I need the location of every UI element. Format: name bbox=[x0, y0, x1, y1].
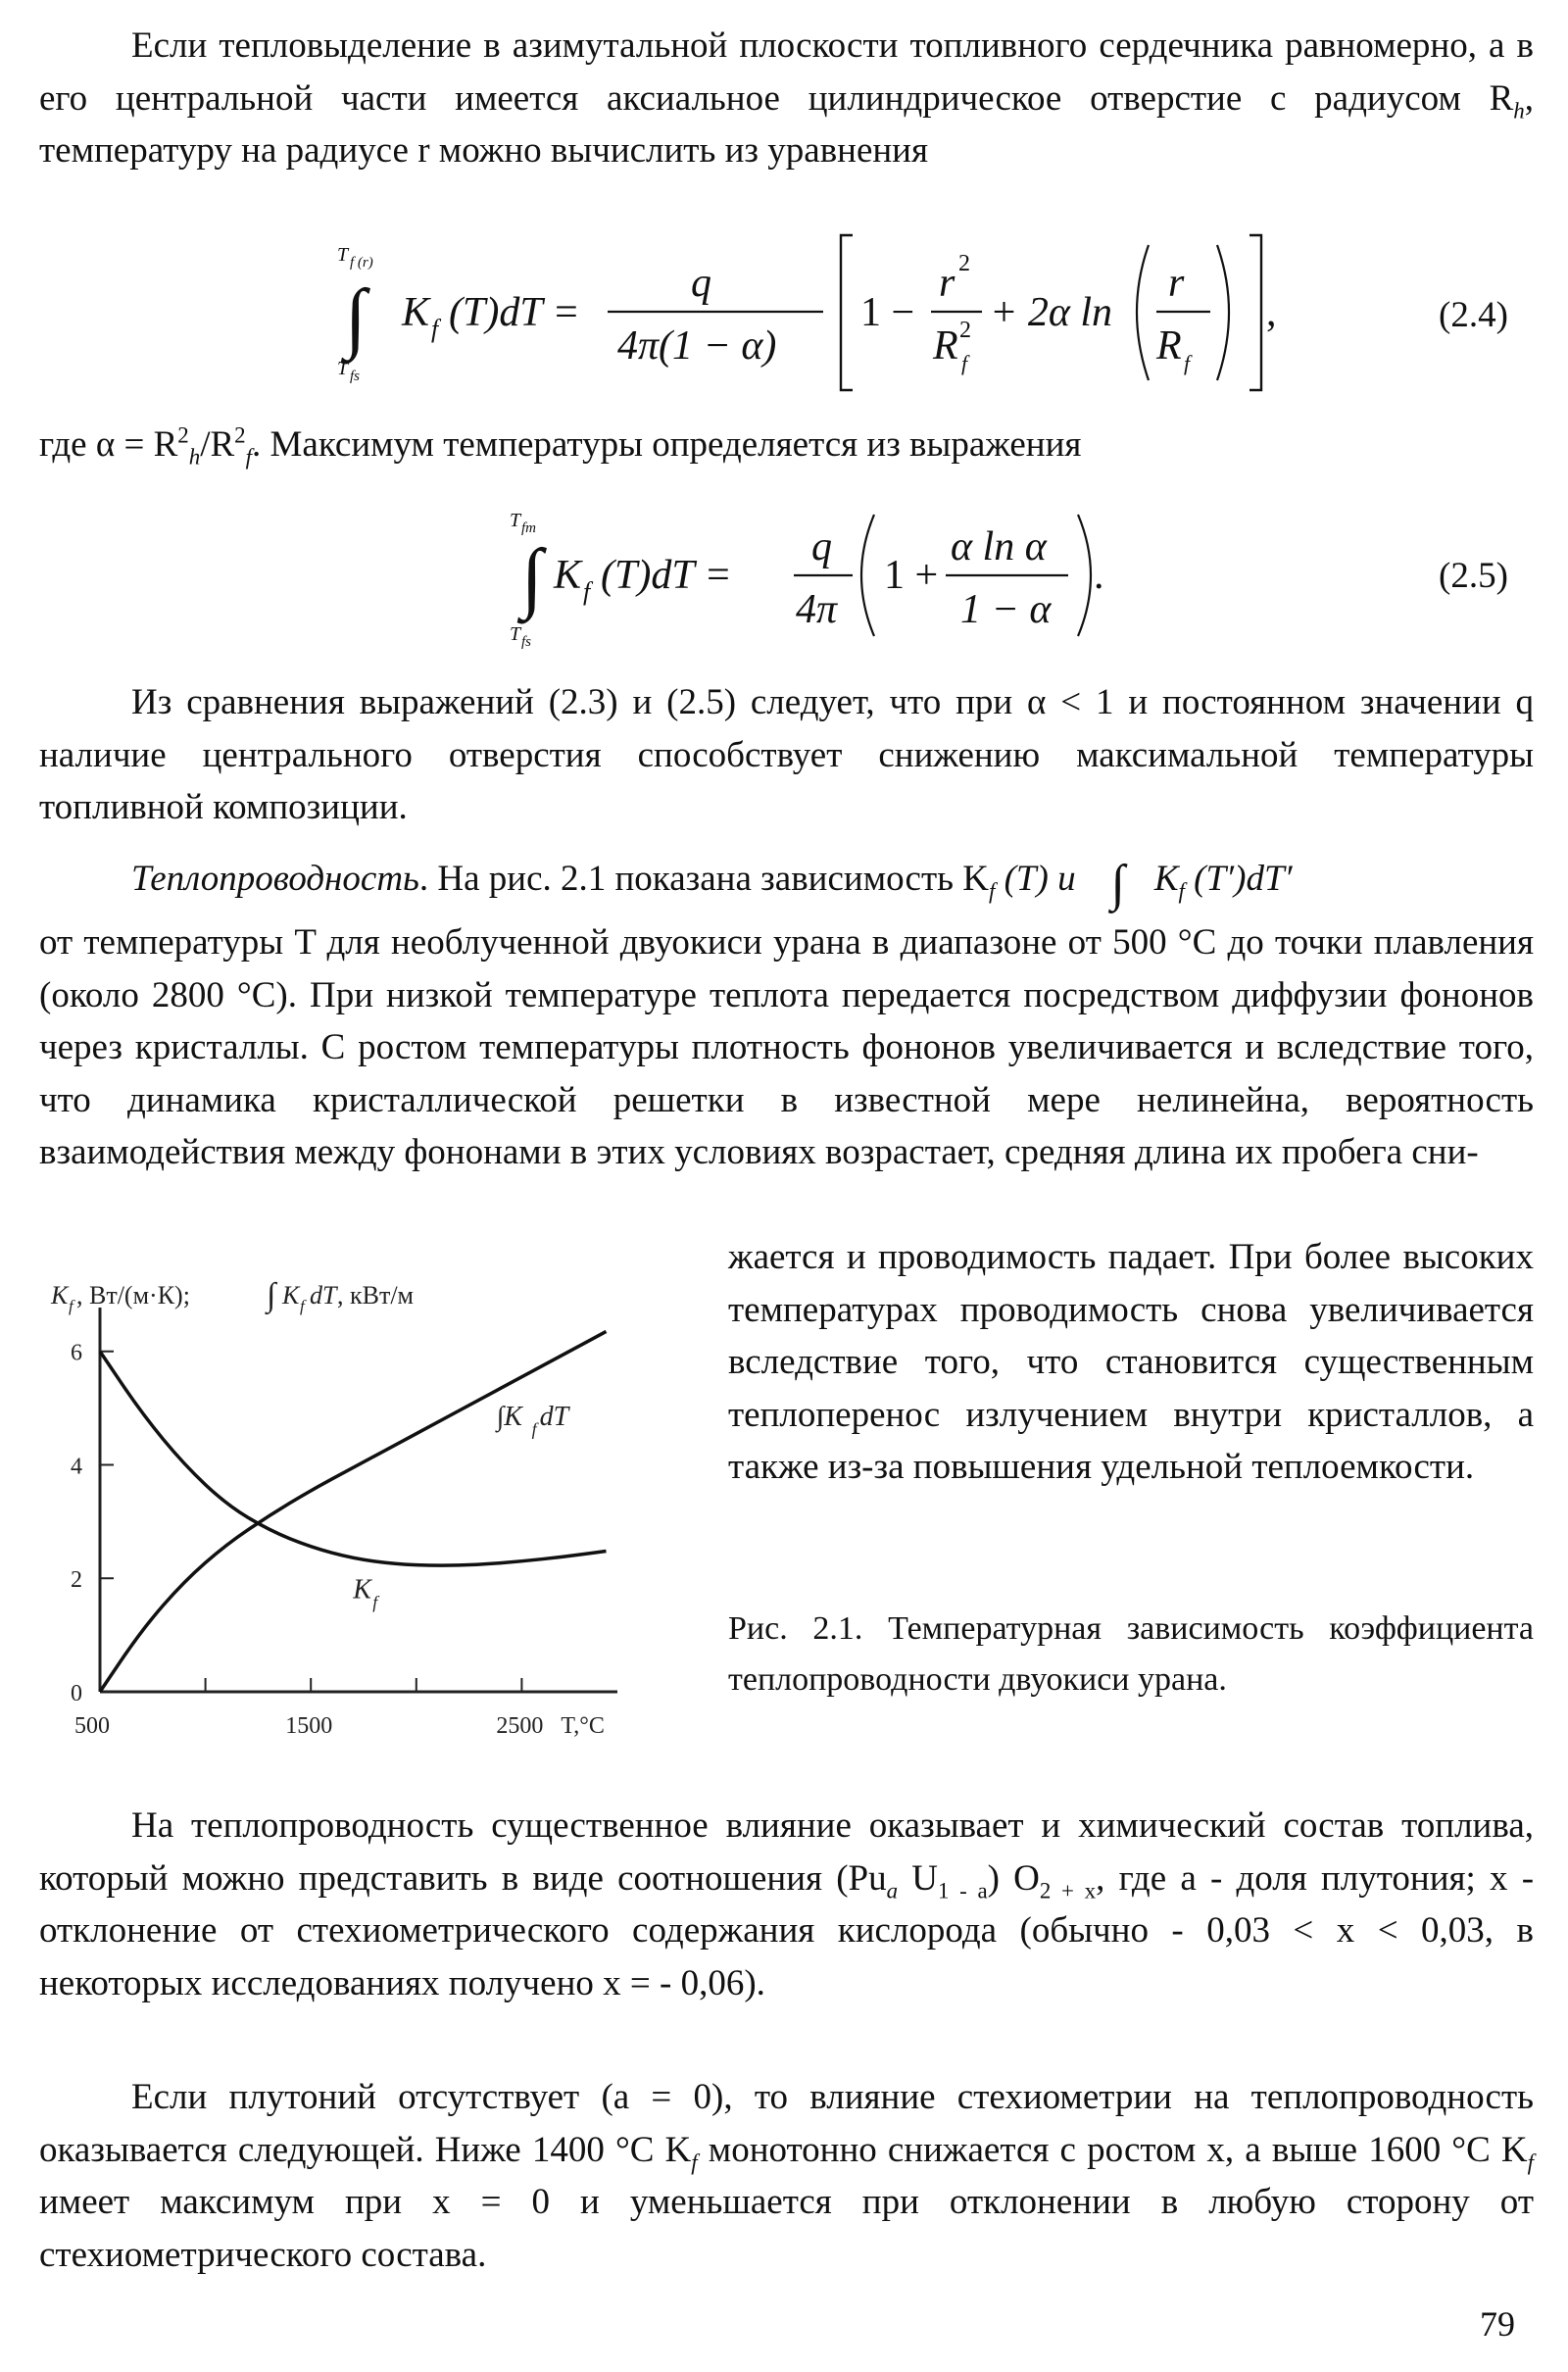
svg-text:, Вт/(м·К);: , Вт/(м·К); bbox=[76, 1281, 190, 1310]
equation-2-5-graphics bbox=[500, 505, 1186, 652]
svg-text:f: f bbox=[1184, 351, 1191, 375]
svg-text:f: f bbox=[431, 315, 439, 343]
svg-text:f: f bbox=[583, 577, 591, 606]
svg-text:+ 2α ln: + 2α ln bbox=[990, 290, 1113, 335]
svg-text:fm: fm bbox=[521, 520, 536, 536]
figure-caption: Рис. 2.1. Температурная зависимость коэффициента теплопроводности двуокиси урана. bbox=[728, 1610, 1534, 1698]
equation-2-4-number: (2.4) bbox=[1439, 295, 1508, 335]
chart-label-kf-sub: f bbox=[372, 1592, 378, 1612]
svg-text:q: q bbox=[811, 524, 832, 569]
paragraph-composition: На теплопроводность существенное влияние оказывает и химический состав топлива, который можно представить в виде соотношения ($Pu_a$ $U_{1 - a}$) $O_{2 + x}$, где a - доля плутония; x - отклонение от стехиометрического содержания кислорода (обычно - 0,03 < x < 0,03, в некоторых исследованиях получено x = - 0,06). bbox=[39, 1805, 1535, 2003]
figure-2-1 bbox=[39, 1243, 666, 1753]
eq24-lhs: K bbox=[402, 290, 430, 335]
svg-text:∫: ∫ bbox=[267, 1277, 276, 1313]
svg-text:∫: ∫ bbox=[345, 274, 367, 361]
chart-label-integral: ∫K bbox=[496, 1401, 522, 1432]
chart-x-tick-label: 500 bbox=[74, 1713, 110, 1739]
svg-text:f (r): f (r) bbox=[350, 255, 373, 271]
eq25-lower-limit: T bbox=[510, 623, 521, 645]
chart-series-kf bbox=[100, 1352, 606, 1565]
chart-x-tick-label: 2500 bbox=[496, 1713, 544, 1739]
svg-text:1 +: 1 + bbox=[884, 553, 939, 598]
svg-text:f: f bbox=[961, 351, 968, 375]
chart-ylabel-k: K bbox=[51, 1281, 69, 1310]
eq24-lower-limit: T bbox=[337, 358, 349, 379]
svg-text:dT: dT bbox=[310, 1281, 337, 1310]
svg-text:fs: fs bbox=[521, 634, 532, 650]
paragraph-intro: Если тепловыделение в азимутальной плоскости топливного сердечника равномерно, а в его центральной части имеется аксиальное цилиндрическое отверстие с радиусом $R_h$, температуру на радиусе r можно вычислить из уравнения bbox=[39, 25, 1534, 171]
chart-label-integral-sub: f bbox=[531, 1418, 537, 1439]
equation-2-5 bbox=[500, 505, 1186, 652]
svg-text:R: R bbox=[933, 323, 958, 369]
svg-text:1 − α: 1 − α bbox=[960, 587, 1052, 632]
chart-label-kf: K bbox=[353, 1574, 371, 1606]
chart-x-tick-label: 1500 bbox=[285, 1713, 333, 1739]
chart-y-tick-label: 6 bbox=[71, 1340, 82, 1366]
svg-text:.: . bbox=[1094, 553, 1104, 598]
eq24-numerator: q bbox=[691, 261, 711, 306]
eq25-upper-limit: T bbox=[510, 510, 521, 531]
chart-kf-temperature bbox=[39, 1243, 666, 1753]
svg-text:K: K bbox=[554, 553, 582, 598]
svg-text:r: r bbox=[939, 261, 956, 306]
svg-text:2: 2 bbox=[958, 251, 970, 276]
svg-text:2: 2 bbox=[959, 318, 971, 343]
page-number: 79 bbox=[1480, 2304, 1515, 2344]
paragraph-conductivity-first-line: Теплопроводность. На рис. 2.1 показана зависимость $K_f$ (T) и ∫ $K_f$ (T′)dT′ bbox=[131, 856, 1293, 912]
chart-y-tick-label: 2 bbox=[71, 1567, 82, 1594]
svg-text:K: K bbox=[282, 1281, 300, 1310]
chart-y-tick-label: 4 bbox=[71, 1454, 82, 1480]
where-line: где $\alpha = R^2_h/R^2_f$. Максимум температуры определяется из выражения bbox=[39, 422, 1082, 469]
svg-text:R: R bbox=[1156, 323, 1182, 369]
chart-y-tick-label: 0 bbox=[71, 1681, 82, 1706]
equation-2-4-graphics bbox=[323, 227, 1352, 404]
svg-text:r: r bbox=[1168, 261, 1185, 306]
chart-series-integral bbox=[100, 1331, 606, 1692]
svg-text:f: f bbox=[300, 1297, 305, 1315]
paragraph-conductivity: от температуры T для необлученной двуокиси урана в диапазоне от 500 °С до точки плавления (около 2800 °С). При низкой температуре теплота передается посредством диффузии фононов через кристаллы. С ростом температуры плотность фононов увеличивается и вследствие того, что динамика кристаллической решетки в известной мере нелинейна, вероятность взаимодействия между фононами в этих условиях возрастает, средняя длина их пробега сни- bbox=[39, 922, 1534, 1172]
equation-2-5-number: (2.5) bbox=[1439, 556, 1508, 596]
paragraph-right-column: жается и проводимость падает. При более высоких температурах проводимость снова увеличивается вследствие того, что становится существенным теплоперенос излучением внутри кристаллов, а также из-за повышения удельной теплоемкости. bbox=[728, 1237, 1534, 1487]
svg-text:fs: fs bbox=[350, 369, 361, 384]
equation-2-4 bbox=[323, 227, 1352, 404]
chart-label-integral-tail: dT bbox=[539, 1401, 569, 1432]
chart-x-axis-label: T,°C bbox=[561, 1713, 605, 1739]
svg-text:∫: ∫ bbox=[521, 534, 543, 620]
svg-text:4π: 4π bbox=[796, 587, 838, 632]
svg-text:f: f bbox=[69, 1297, 74, 1315]
svg-text:(T)dT =: (T)dT = bbox=[601, 553, 732, 598]
svg-text:1 −: 1 − bbox=[860, 290, 915, 335]
eq24-denominator: 4π(1 − α) bbox=[617, 323, 777, 369]
svg-text:α ln α: α ln α bbox=[951, 524, 1047, 569]
eq24-upper-limit: T bbox=[337, 244, 349, 266]
svg-text:, кВт/м: , кВт/м bbox=[337, 1281, 415, 1310]
paragraph-comparison: Из сравнения выражений (2.3) и (2.5) следует, что при α < 1 и постоянном значении q наличие центрального отверстия способствует снижению максимальной температуры топливной композиции. bbox=[39, 682, 1534, 827]
paragraph-stoichiometry: Если плутоний отсутствует (a = 0), то влияние стехиометрии на теплопроводность оказывается следующей. Ниже 1400 °С $K_f$ монотонно снижается с ростом x, а выше 1600 °С $K_f$ имеет максимум при x = 0 и уменьшается при отклонении в любую сторону от стехиометрического состава. bbox=[39, 2077, 1535, 2275]
svg-text:,: , bbox=[1266, 290, 1277, 335]
svg-text:(T)dT =: (T)dT = bbox=[449, 290, 580, 335]
